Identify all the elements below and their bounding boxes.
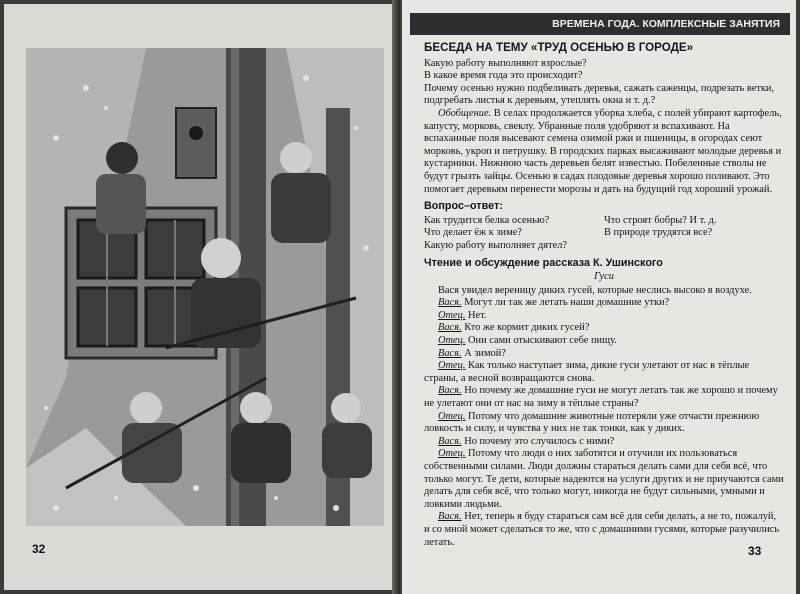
- line-text: Потому что люди о них заботятся и отучили их пользоваться собственными силами. Люди должны стараться делать сами для себя всё, что только могут. Те дети, которые надеются на услуги других и не приучаются сами делать для себя всё, что только могут, никогда не будут сильными, умными и ловкими людьми.: [424, 448, 784, 510]
- dialogue-line: [424, 348, 784, 361]
- speaker: Отец.: [438, 335, 466, 347]
- speaker: Вася.: [438, 297, 462, 309]
- speaker: Вася.: [438, 322, 462, 334]
- speaker: Отец.: [438, 360, 466, 372]
- qa-question: Какую работу выполняет дятел?: [424, 239, 568, 251]
- dialogue-line: [424, 436, 784, 449]
- speaker: Вася.: [438, 347, 462, 359]
- left-page: [4, 4, 396, 590]
- line-text: Могут ли так же летать наши домашние утки?: [461, 297, 670, 309]
- speaker: Вася.: [438, 435, 462, 447]
- speaker: Отец.: [438, 309, 466, 321]
- summary-paragraph: [424, 108, 784, 196]
- running-header: ВРЕМЕНА ГОДА. КОМПЛЕКСНЫЕ ЗАНЯТИЯ: [410, 13, 790, 35]
- line-text: Нет, теперь я буду стараться сам всё для себя делать, а не то, пожалуй, и со мной может сделаться то же, что с домашними гусями, которые разучились летать.: [424, 511, 780, 548]
- dialogue-line: [424, 411, 784, 436]
- speaker: Отец.: [438, 410, 466, 422]
- reading-title: Чтение и обсуждение рассказа К. Ушинского: [424, 256, 663, 269]
- dialogue-line: [424, 297, 784, 310]
- line-text: Но почему же домашние гуси не могут летать так же хорошо и почему не улетают они от нас на зиму в тёплые страны?: [424, 385, 778, 410]
- qa-title: Вопрос–ответ:: [424, 200, 503, 213]
- illustration-autumn-work: [26, 48, 384, 526]
- story-intro: Вася увидел вереницу диких гусей, которые неслись высоко в воздухе.: [438, 284, 752, 296]
- question-line: В какое время года это происходит?: [424, 70, 583, 82]
- qa-columns: [424, 215, 784, 253]
- dialogue-line: [424, 360, 784, 385]
- dialogue-line: [424, 335, 784, 348]
- line-text: Как только наступает зима, дикие гуси улетают от нас в тёплые страны, а весной возвращаются снова.: [424, 360, 750, 384]
- qa-left-column: [424, 215, 604, 253]
- summary-text: В селах продолжается уборка хлеба, с полей убирают картофель, капусту, морковь, свеклу. Убранные поля удобряют и вспахивают. На вспаханные поля высевают семена озимой ржи и пшеницы, в огородах сеют морковь, укроп и петрушку. В городских парках высаживают молодые деревья и кустарники. Нижнюю часть деревьев белят известью. Побеленные стволы не будут грызть зайцы. Осенью в садах плодовые деревья хорошо поливают. Это помогает деревьям перенести морозы и дать на будущий год хороший урожай.: [424, 107, 782, 195]
- page-number-right: 33: [748, 544, 762, 558]
- line-text: Нет.: [465, 309, 487, 321]
- qa-question: Что строят бобры? И т. д.: [604, 214, 717, 226]
- qa-question: Как трудится белка осенью?: [424, 214, 550, 226]
- dialogue-line: [424, 322, 784, 335]
- speaker: Отец.: [438, 448, 466, 460]
- qa-right-column: [604, 215, 784, 253]
- line-text: Они сами отыскивают себе пищу.: [465, 335, 617, 347]
- question-line: Какую работу выполняют взрослые?: [424, 57, 587, 69]
- right-page: [402, 0, 796, 594]
- page-body: [424, 42, 784, 549]
- speaker: Вася.: [438, 385, 462, 397]
- qa-question: Что делает ёж к зиме?: [424, 227, 522, 239]
- story-title: Гуси: [594, 271, 614, 283]
- line-text: А зимой?: [461, 347, 506, 359]
- question-line: Почему осенью нужно подбеливать деревья, сажать саженцы, подрезать ветки, подгребать листья к деревьям, утеплять окна и т. д.?: [424, 82, 775, 107]
- page-number-left: 32: [32, 542, 46, 556]
- line-text: Кто же кормит диких гусей?: [461, 322, 590, 334]
- dialogue-line: [424, 511, 784, 549]
- dialogue-line: [424, 385, 784, 410]
- qa-question: В природе трудятся все?: [604, 227, 713, 239]
- section-title: БЕСЕДА НА ТЕМУ «ТРУД ОСЕНЬЮ В ГОРОДЕ»: [424, 41, 694, 54]
- speaker: Вася.: [438, 511, 462, 523]
- line-text: Потому что домашние животные потеряли уже отчасти прежнюю ловкость и силу, и чувства у них не так тонки, как у диких.: [424, 410, 760, 435]
- dialogue-line: [424, 310, 784, 323]
- line-text: Но почему это случилось с ними?: [461, 435, 615, 447]
- summary-label: Обобщение.: [438, 107, 492, 119]
- dialogue-line: [424, 448, 784, 511]
